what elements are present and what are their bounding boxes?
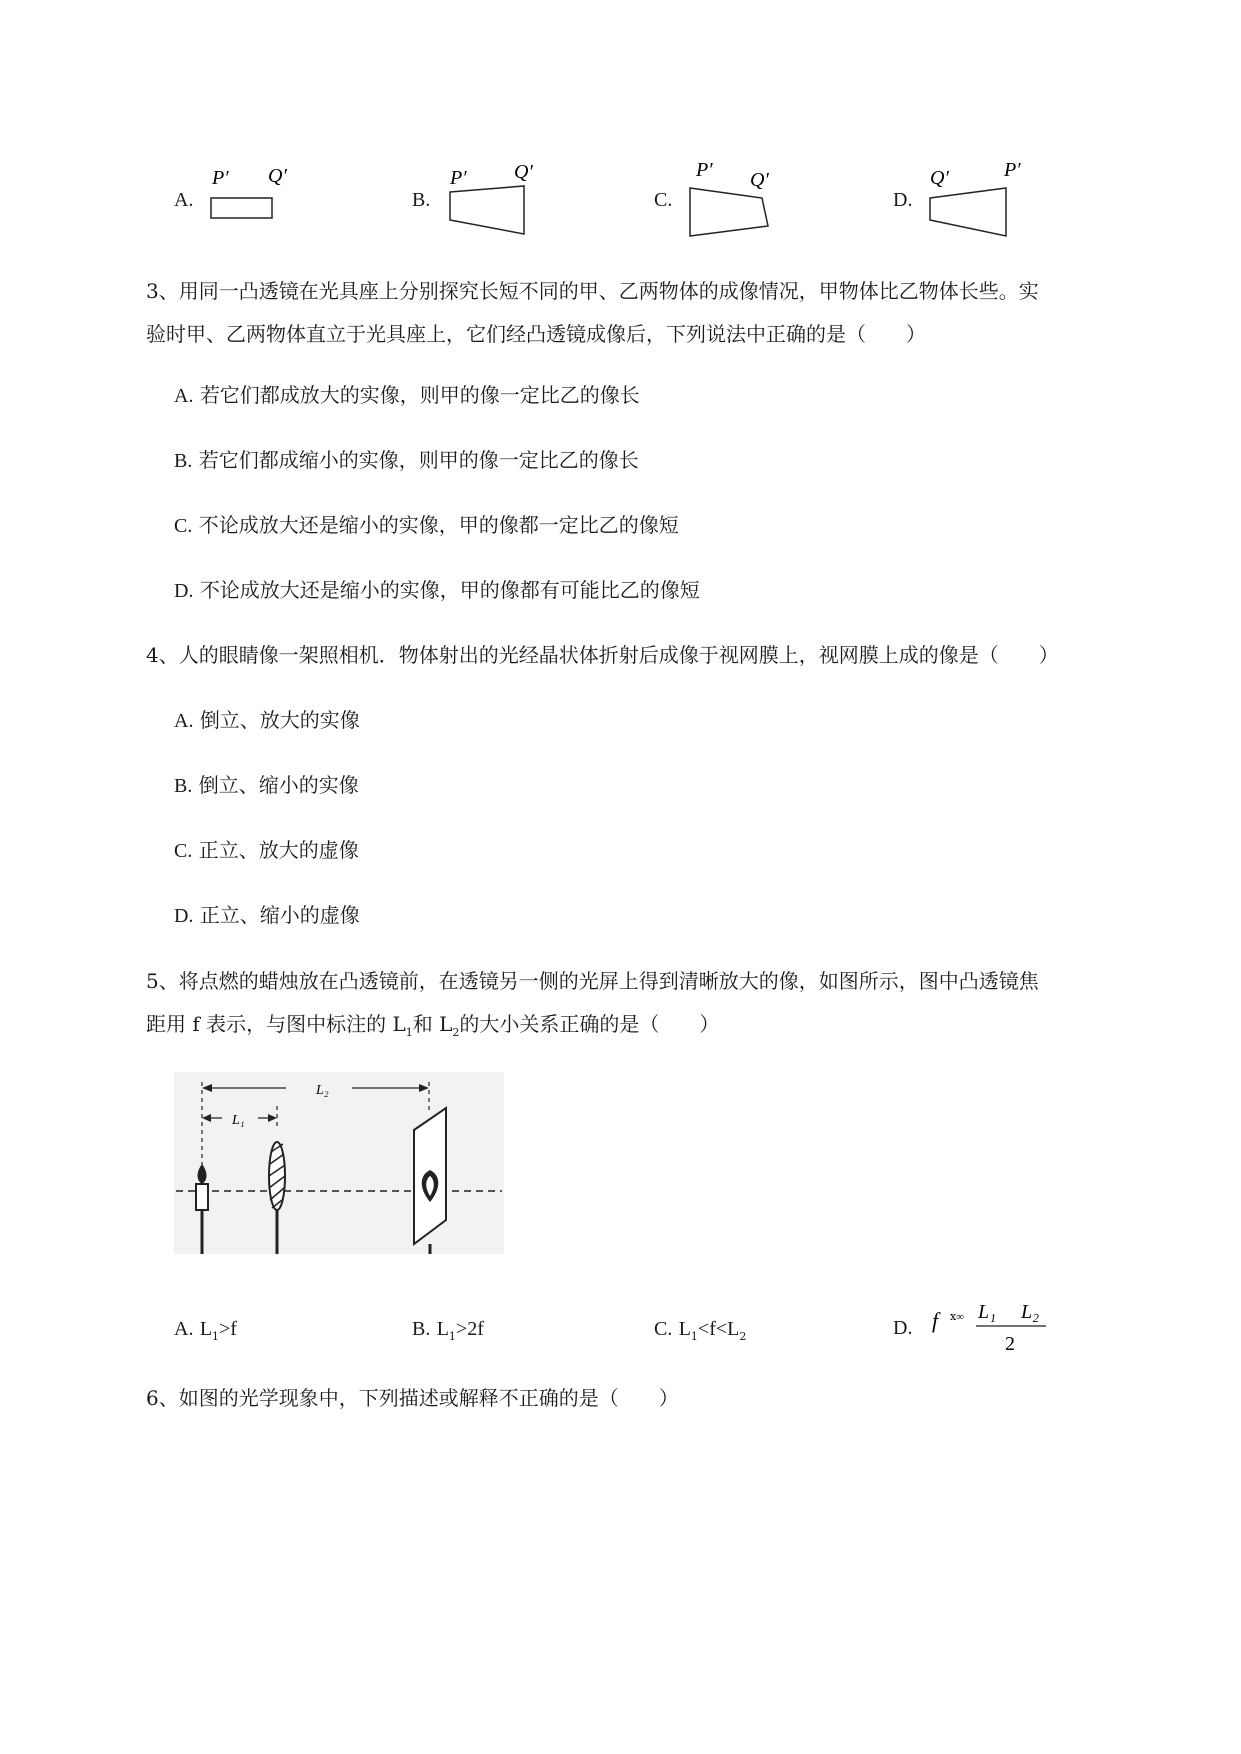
q2-b-q-label: Q′ <box>514 161 533 183</box>
q4-option-a <box>174 706 360 735</box>
q5-d-num-l1: L₁ <box>978 1301 997 1323</box>
q5-option-a <box>174 1314 237 1346</box>
q6-stem-line-1: 6、如图的光学现象中，下列描述或解释不正确的是（ ） <box>146 1386 679 1410</box>
q2-c-q-label: Q′ <box>750 169 769 191</box>
q4-option-a-text: 倒立、放大的实像 <box>199 708 360 732</box>
q2-option-a-figure <box>204 160 294 230</box>
q5-d-num-l2: L₂ <box>1021 1301 1040 1323</box>
q5-option-c <box>654 1314 746 1346</box>
q4-option-d <box>174 901 360 930</box>
q2-a-image-shape <box>211 198 272 218</box>
q5-option-b-sub: 1 <box>448 1330 456 1343</box>
q3-option-c-letter: C. <box>174 515 193 537</box>
q2-option-b-letter: B. <box>412 189 431 211</box>
q3-option-a-letter: A. <box>174 385 194 407</box>
q3-option-d-letter: D. <box>174 580 194 602</box>
q2-c-image-shape <box>690 188 768 236</box>
q3-option-b-text: 若它们都成缩小的实像，则甲的像一定比乙的像长 <box>198 448 639 472</box>
q3-stem-line-1: 3、用同一凸透镜在光具座上分别探究长短不同的甲、乙两物体的成像情况，甲物体比乙物体长些。实 <box>146 279 1039 303</box>
q5-d-symbol: ⅹ∞ <box>950 1311 965 1323</box>
q4-option-b <box>174 771 359 800</box>
q2-b-image-shape <box>450 186 524 234</box>
q2-option-c-figure <box>684 158 794 242</box>
q5-line2-sub1: 1 <box>405 1026 413 1039</box>
q5-option-b-pre: L <box>436 1318 449 1340</box>
q5-option-a-post: >f <box>219 1318 237 1340</box>
q3-option-d-text: 不论成放大还是缩小的实像，甲的像都有可能比乙的像短 <box>199 578 700 602</box>
q4-option-d-text: 正立、缩小的虚像 <box>199 903 360 927</box>
q5-candle-body <box>196 1184 208 1210</box>
q5-option-c-sub1: 1 <box>690 1330 698 1343</box>
q5-stem-line-2 <box>146 1008 719 1044</box>
q3-option-a-text: 若它们都成放大的实像，则甲的像一定比乙的像长 <box>199 383 640 407</box>
q5-option-c-letter: C. <box>654 1318 673 1340</box>
q4-option-b-letter: B. <box>174 775 193 797</box>
q3-option-c-text: 不论成放大还是缩小的实像，甲的像都一定比乙的像短 <box>198 513 679 537</box>
q2-option-a-letter: A. <box>174 189 194 211</box>
q4-option-b-text: 倒立、缩小的实像 <box>198 773 359 797</box>
q2-d-image-shape <box>930 188 1006 236</box>
q4-option-a-letter: A. <box>174 710 194 732</box>
q5-optics-bench-figure <box>174 1072 504 1254</box>
q3-option-c <box>174 511 679 540</box>
q4-option-c-text: 正立、放大的虚像 <box>198 838 359 862</box>
q5-line2-post: 的大小关系正确的是（ ） <box>459 1012 720 1036</box>
q2-a-p-label: P′ <box>212 167 229 189</box>
q4-option-d-letter: D. <box>174 905 194 927</box>
q5-option-a-letter: A. <box>174 1318 194 1340</box>
q5-line2-sub2: 2 <box>452 1026 460 1039</box>
q3-stem-line-2: 验时甲、乙两物体直立于光具座上，它们经凸透镜成像后，下列说法中正确的是（ ） <box>146 322 926 346</box>
q5-d-f: f <box>932 1308 939 1333</box>
q5-option-c-mid: <f<L <box>697 1318 740 1340</box>
q5-option-d-formula <box>928 1294 1058 1358</box>
q5-option-a-sub: 1 <box>212 1330 220 1343</box>
q5-label-l2: L₂ <box>316 1083 329 1098</box>
q3-option-b-letter: B. <box>174 450 193 472</box>
q5-option-c-sub2: 2 <box>739 1330 747 1343</box>
q2-c-p-label: P′ <box>696 159 713 181</box>
q2-a-q-label: Q′ <box>268 165 287 187</box>
q2-option-c-letter: C. <box>654 189 673 211</box>
q5-line2-mid: 和 L <box>412 1012 453 1036</box>
q5-option-c-pre: L <box>678 1318 691 1340</box>
q5-figure-background <box>174 1072 504 1254</box>
q4-stem-line-1: 4、人的眼睛像一架照相机．物体射出的光经晶状体折射后成像于视网膜上，视网膜上成的像是（ ） <box>146 643 1059 667</box>
q3-option-d <box>174 576 700 605</box>
q3-option-b <box>174 446 639 475</box>
q2-d-p-label: P′ <box>1004 159 1021 181</box>
q5-option-b <box>412 1314 484 1346</box>
q3-option-a <box>174 381 640 410</box>
q2-d-q-label: Q′ <box>930 167 949 189</box>
q5-option-d-letter: D. <box>893 1317 913 1339</box>
q2-option-b-figure <box>444 158 544 238</box>
q5-option-b-letter: B. <box>412 1318 431 1340</box>
q5-stem-line-1: 5、将点燃的蜡烛放在凸透镜前，在透镜另一侧的光屏上得到清晰放大的像，如图所示，图中凸透镜焦 <box>146 969 1039 993</box>
q5-option-a-pre: L <box>199 1318 213 1340</box>
q5-option-b-post: >2f <box>455 1318 484 1340</box>
q5-line2-pre: 距用 f 表示，与图中标注的 L <box>146 1012 406 1036</box>
q2-option-d-figure <box>924 158 1034 242</box>
q5-d-den: 2 <box>1005 1333 1015 1355</box>
q2-b-p-label: P′ <box>450 167 467 189</box>
q5-label-l1: L₁ <box>232 1113 245 1128</box>
q4-option-c <box>174 836 359 865</box>
q2-option-d-letter: D. <box>893 189 913 211</box>
q4-option-c-letter: C. <box>174 840 193 862</box>
